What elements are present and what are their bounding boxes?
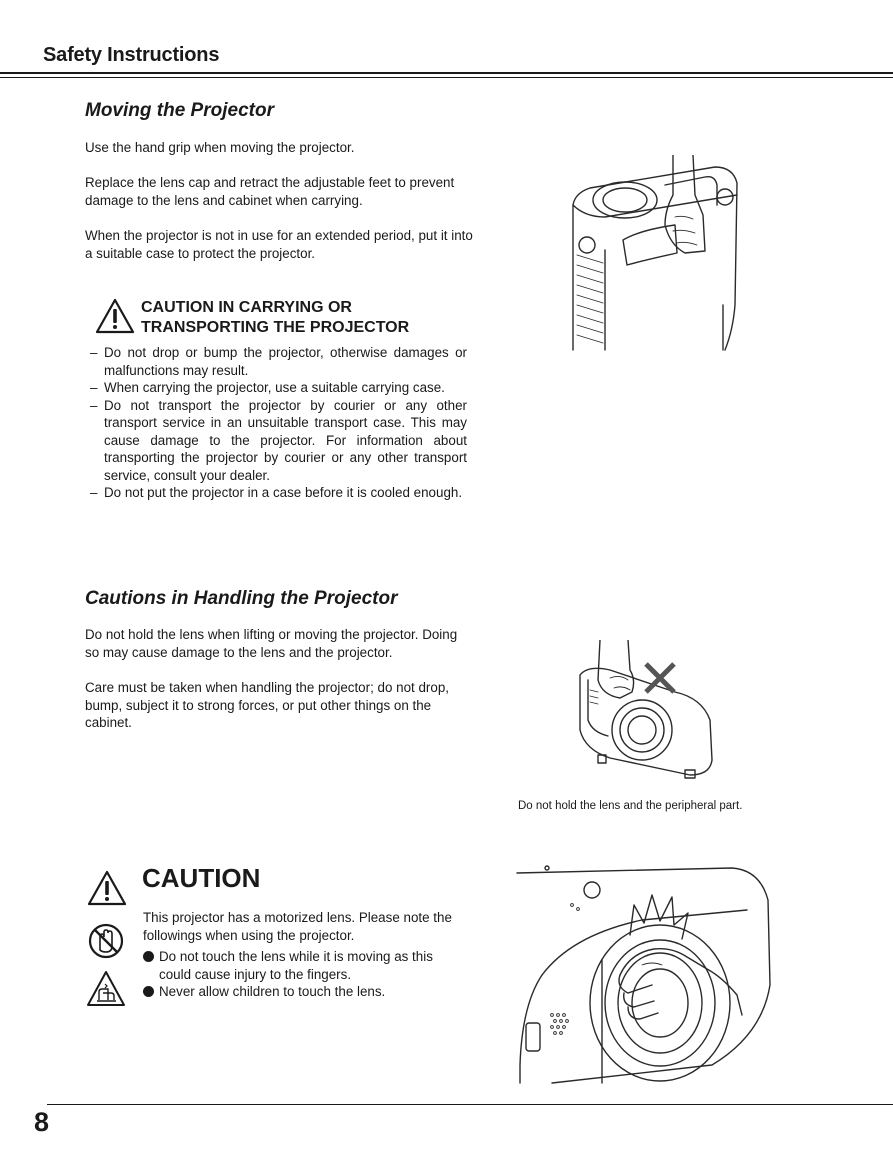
moving-paragraph-2: Replace the lens cap and retract the adjustable feet to prevent damage to the lens and cabinet when carrying. <box>85 175 455 208</box>
moving-paragraph-3: When the projector is not in use for an extended period, put it into a suitable case to protect the projector. <box>85 228 473 261</box>
caution-title: CAUTION <box>142 863 261 893</box>
page-header-title: Safety Instructions <box>43 44 220 66</box>
header-rule-thin <box>0 77 893 78</box>
list-item: – Do not put the projector in a case before it is cooled enough. <box>90 485 463 500</box>
caution-intro: This projector has a motorized lens. Please note the followings when using the projector. <box>143 910 452 943</box>
caution-carrying-title-line1: CAUTION IN CARRYING OR <box>141 299 352 316</box>
no-touch-hand-icon <box>86 922 126 960</box>
do-not-hold-lens-illustration <box>570 640 720 785</box>
warning-triangle-icon <box>87 870 127 906</box>
handling-figure-caption: Do not hold the lens and the peripheral part. <box>518 800 743 812</box>
pinch-warning-icon <box>86 970 126 1008</box>
handling-paragraph-1: Do not hold the lens when lifting or moving the projector. Doing so may cause damage to the lens and the projector. <box>85 627 458 660</box>
caution-carrying-list <box>85 344 467 502</box>
footer-rule <box>47 1104 893 1105</box>
list-item: Never allow children to touch the lens. <box>143 983 468 1001</box>
motorized-lens-warning-illustration <box>512 865 777 1087</box>
section-title-handling: Cautions in Handling the Projector <box>85 588 398 609</box>
header-rule <box>0 72 893 74</box>
warning-triangle-icon <box>95 298 135 334</box>
handling-paragraph-2: Care must be taken when handling the projector; do not drop, bump, subject it to strong forces, or put other things on the cabinet. <box>85 680 450 730</box>
list-item: Do not touch the lens while it is moving as this could cause injury to the fingers. <box>143 948 468 983</box>
page-number: 8 <box>34 1107 50 1137</box>
prohibited-x-icon <box>646 664 674 692</box>
projector-carry-illustration <box>565 155 750 355</box>
list-item: – Do not drop or bump the projector, otherwise damages or malfunctions may result. <box>90 345 467 378</box>
section-title-moving: Moving the Projector <box>85 100 274 121</box>
caution-carrying-title-line2: TRANSPORTING THE PROJECTOR <box>141 319 410 336</box>
caution-bullets <box>143 948 468 1001</box>
list-item: – Do not transport the projector by courier or any other transport service in an unsuitable transport case. This may cause damage to the projector. For information about transporting the projector by courier or any other transport service, consult your dealer. <box>90 397 467 483</box>
list-item: – When carrying the projector, use a suitable carrying case. <box>90 380 445 395</box>
moving-paragraph-1: Use the hand grip when moving the projector. <box>85 140 355 155</box>
